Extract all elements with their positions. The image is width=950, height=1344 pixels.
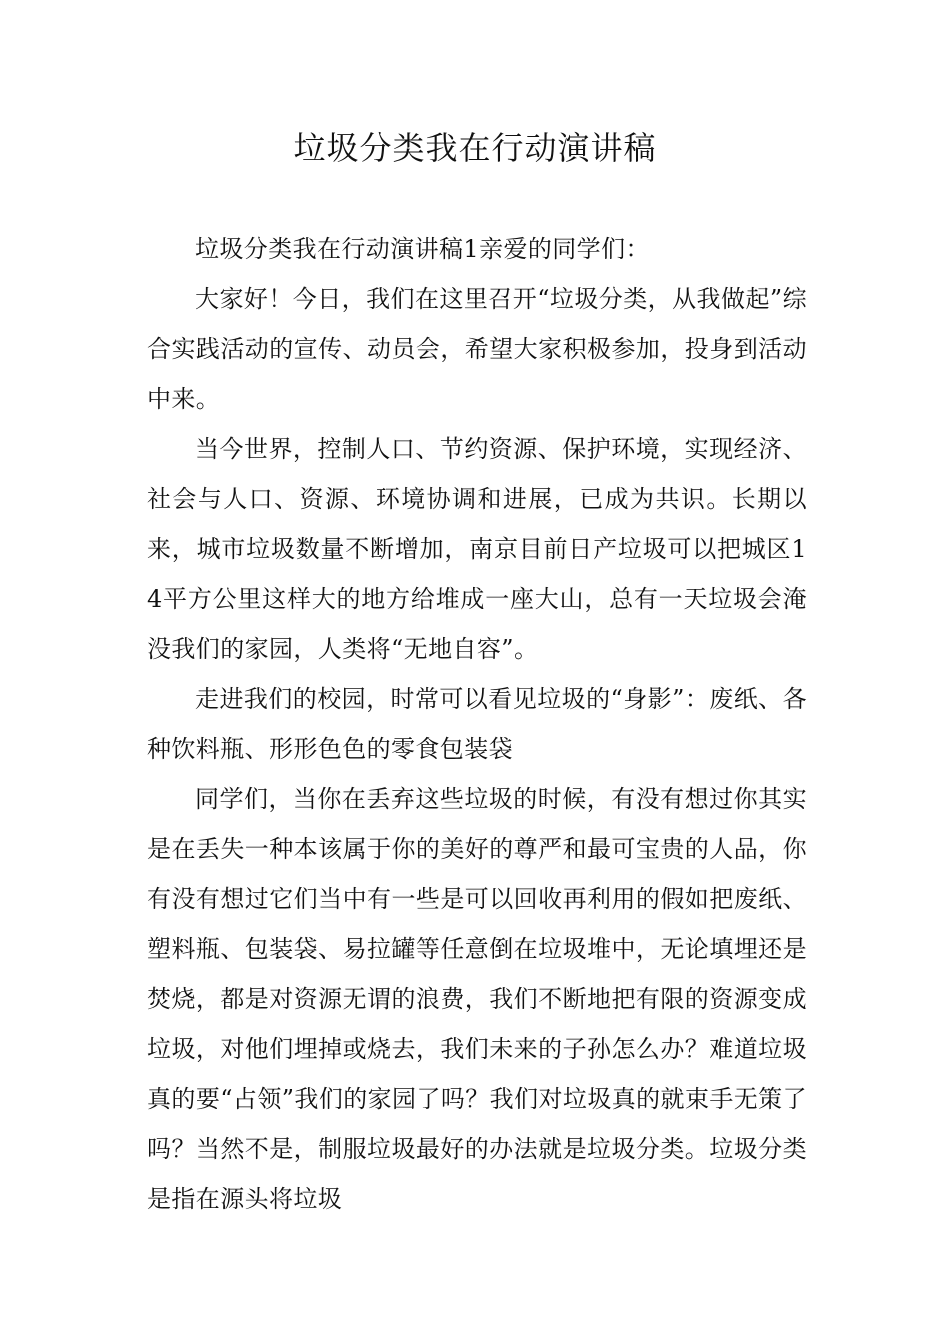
paragraph-greeting: 垃圾分类我在行动演讲稿1亲爱的同学们： (195, 235, 650, 263)
document-title: 垃圾分类我在行动演讲稿 (293, 129, 657, 167)
paragraph-opening: 大家好！今日，我们在这里召开“垃圾分类，从我做起”综合实践活动的宣传、动员会，希望大家积极参加，投身到活动中来。 (147, 285, 807, 413)
paragraph-world-consensus: 当今世界，控制人口、节约资源、保护环境，实现经济、社会与人口、资源、环境协调和进展，已成为共识。长期以来，城市垃圾数量不断增加，南京目前日产垃圾可以把城区14平方公里这样大的地方给堆成一座大山，总有一天垃圾会淹没我们的家园，人类将“无地自容”。 (147, 435, 807, 663)
paragraph-campus-litter: 走进我们的校园，时常可以看见垃圾的“身影”：废纸、各种饮料瓶、形形色色的零食包装袋 (147, 685, 807, 763)
paragraph-call-to-action: 同学们，当你在丢弃这些垃圾的时候，有没有想过你其实是在丢失一种本该属于你的美好的尊严和最可宝贵的人品，你有没有想过它们当中有一些是可以回收再利用的假如把废纸、塑料瓶、包装袋、易拉罐等任意倒在垃圾堆中，无论填埋还是焚烧，都是对资源无谓的浪费，我们不断地把有限的资源变成垃圾，对他们埋掉或烧去，我们未来的子孙怎么办？难道垃圾真的要“占领”我们的家园了吗？我们对垃圾真的就束手无策了吗？当然不是，制服垃圾最好的办法就是垃圾分类。垃圾分类是指在源头将垃圾 (147, 785, 807, 1213)
document-body (147, 224, 807, 1224)
